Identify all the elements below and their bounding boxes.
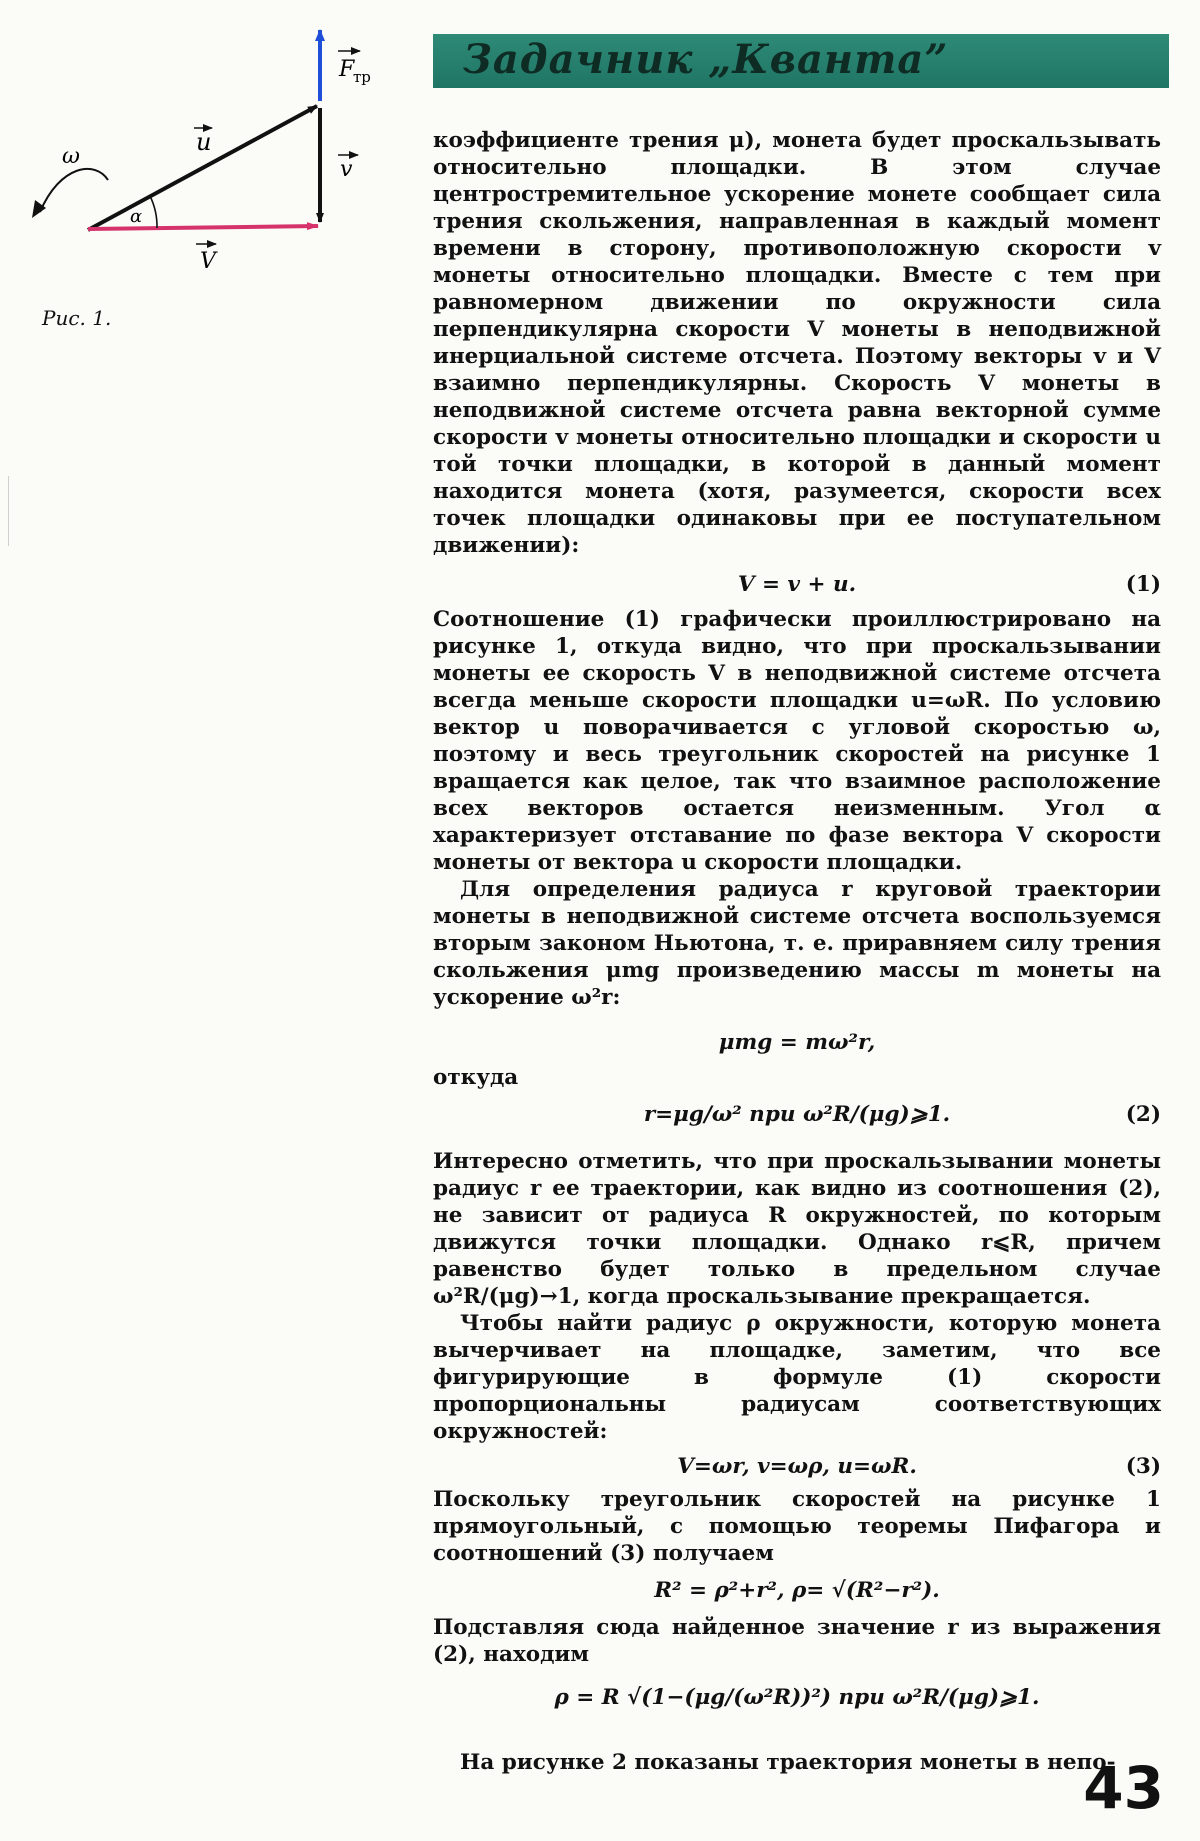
equation-newton-body: μmg = mω²r, (718, 1030, 876, 1055)
equation-1-number: (1) (1125, 572, 1161, 597)
velocity-triangle-figure (0, 0, 420, 340)
V-vector (88, 226, 318, 229)
paragraph-3: Для определения радиуса r круговой траектории монеты в неподвижной системе отсчета воспользуемся вторым законом Ньютона, т. е. приравняем силу трения скольжения μmg произведению массы m монеты на ускорение ω²r: (433, 877, 1161, 1010)
F-label: F (339, 57, 355, 82)
otkuda-word: откуда (433, 1065, 519, 1090)
omega-arrow (40, 169, 108, 212)
equation-2 (433, 1101, 1161, 1128)
equation-1 (433, 571, 1161, 598)
paragraph-1: коэффициенте трения μ), монета будет проскальзывать относительно площадки. В этом случае центростремительное ускорение монете сообщает сила трения скольжения, направленная в каждый момент времени в сторону, противоположную скорости v монеты относительно площадки. Вместе с тем при равномерном движении по окружности сила перпендикулярна скорости V монеты в неподвижной инерциальной системе отсчета. Поэтому векторы v и V взаимно перпендикулярны. Скорость V монеты в неподвижной системе отсчета равна векторной сумме скорости v монеты относительно площадки и скорости u той точки площадки, в которой в данный момент находится монета (хотя, разумеется, скорости всех точек площадки одинаковы при ее поступательном движении): (433, 128, 1161, 558)
equation-5-body: ρ = R √(1−(μg/(ω²R))²) при ω²R/(μg)⩾1. (554, 1685, 1040, 1710)
equation-3-number: (3) (1125, 1454, 1161, 1479)
omega-label: ω (62, 144, 80, 169)
equation-3 (433, 1453, 1161, 1480)
u-vector (88, 106, 317, 230)
alpha-arc (150, 196, 157, 228)
equation-2-body: r=μg/ω² при ω²R/(μg)⩾1. (643, 1102, 951, 1127)
alpha-label: α (130, 206, 143, 227)
equation-4-body: R² = ρ²+r², ρ= √(R²−r²). (654, 1578, 940, 1603)
equation-newton (433, 1029, 1161, 1056)
v-label: v (340, 157, 353, 182)
equation-1-body: V = v + u. (737, 572, 857, 597)
equation-4 (433, 1577, 1161, 1604)
section-banner (433, 34, 1169, 88)
page-number: 43 (1083, 1754, 1164, 1822)
main-text-column (433, 127, 1161, 1776)
page-edge-mark (8, 476, 9, 546)
equation-2-number: (2) (1125, 1102, 1161, 1127)
paragraph-4: Интересно отметить, что при проскальзывании монеты радиус r ее траектории, как видно из соотношения (2), не зависит от радиуса R окружностей, по которым движутся точки площадки. Однако r⩽R, причем равенство будет только в предельном случае ω²R/(μg)→1, когда проскальзывание прекращается. (433, 1149, 1161, 1309)
paragraph-6: Поскольку треугольник скоростей на рисунке 1 прямоугольный, с помощью теоремы Пифагора и соотношений (3) получаем (433, 1487, 1161, 1566)
paragraph-5: Чтобы найти радиус ρ окружности, которую монета вычерчивает на площадке, заметим, что все фигурирующие в формуле (1) скорости пропорциональны радиусам соответствующих окружностей: (433, 1311, 1161, 1444)
figure-caption: Рис. 1. (42, 306, 112, 330)
paragraph-7: Подставляя сюда найденное значение r из выражения (2), находим (433, 1615, 1161, 1667)
V-label: V (200, 249, 216, 274)
equation-5 (433, 1684, 1161, 1711)
equation-3-body: V=ωr, v=ωρ, u=ωR. (677, 1454, 917, 1479)
u-label: u (196, 128, 212, 156)
paragraph-8: На рисунке 2 показаны траектория монеты в непо- (460, 1750, 1116, 1775)
banner-title: Задачник „Кванта” (463, 36, 949, 83)
paragraph-2: Соотношение (1) графически проиллюстрировано на рисунке 1, откуда видно, что при проскальзывании монеты ее скорость V в неподвижной системе отсчета всегда меньше скорости площадки u=ωR. По условию вектор u поворачивается с угловой скоростью ω, поэтому и весь треугольник скоростей на рисунке 1 вращается как целое, так что взаимное расположение всех векторов остается неизменным. Угол α характеризует отставание по фазе вектора V скорости монеты от вектора u скорости площадки. (433, 607, 1161, 875)
F-sub-label: тр (353, 68, 371, 86)
